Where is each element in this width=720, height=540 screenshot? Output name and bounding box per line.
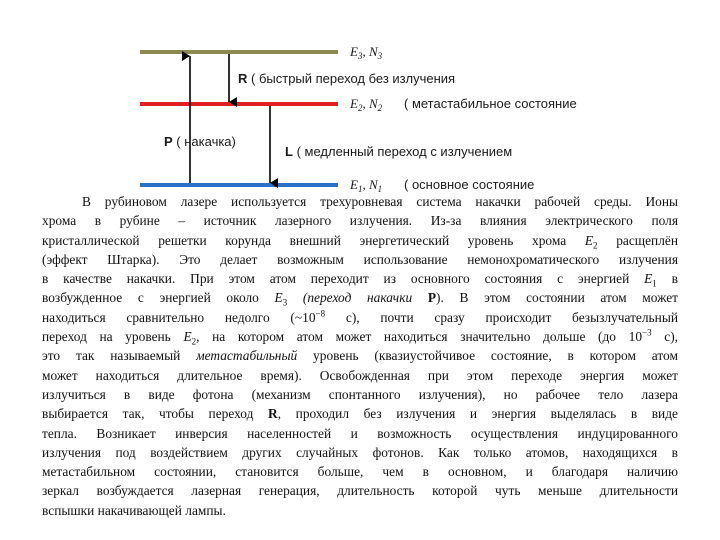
transition-p-label: P ( накачка) [164,134,236,149]
level-e1-description: ( основное состояние [404,177,535,192]
level-e2-description: ( метастабильное состояние [404,96,577,111]
transition-r-label: R ( быстрый переход без излучения [238,71,456,86]
text-line: хрома в рубине – источник лазерного излучения. Из-за влияния электрического поля [42,213,678,229]
level-e1-label: $E_1$, $N_1$ [350,177,383,194]
body-paragraph [42,192,678,520]
text-line: излучения под воздействием других случайных фотонов. Как только атомов, находящихся в [42,444,678,460]
text-line: тепла. Возникает инверсия населенностей и возможность осуществления индуцированного [42,425,678,441]
text-line: это так называемый метастабильный уровень (квазиустойчивое состояние, в котором атом [42,348,678,364]
level-e2-label: $E_2$, $N_2$ [350,96,383,113]
text-line: вспышки накачивающей лампы. [42,502,226,518]
text-line: переход на уровень $E_2$, на котором атом может находиться значительно дольше (до $10^{-3}$ с), [42,327,679,347]
text-line: метастабильном состоянии, становится больше, чем в основном, и благодаря наличию [42,464,678,480]
energy-level-diagram [0,0,720,200]
text-line: находиться сравнительно недолго ($\sim 10^{-8}$ с), почти сразу происходит безызлучательный [42,308,678,325]
text-line: возбужденное с энергией около $E_3$ (переход накачки P). В этом состоянии атом может [42,290,678,309]
text-line: кристаллической решетки корунда внешний энергетический уровень хрома $E_2$ расщеплён [42,232,678,251]
text-line: может находиться длительное время). Освобожденная при этом переходе энергия может [42,367,678,383]
transition-l-label: L ( медленный переход с излучением [285,144,513,159]
level-e3-label: $E_3$, $N_3$ [350,44,383,61]
text-line: излучиться в виде фотона (механизм спонтанного излучения), но рабочее тело лазера [42,386,678,402]
text-line: в качестве накачки. При этом атом переходит из основного состояния с энергией $E_1$ в [42,271,678,289]
text-line: выбирается так, чтобы переход R, проходил без излучения и энергия выделялась в виде [42,406,678,422]
text-line: (эффект Штарка). Это делает возможным использование немонохроматического излучения [42,251,678,267]
text-line: зеркал возбуждается лазерная генерация, длительность которой чуть меньше длительности [42,483,678,499]
text-line: В рубиновом лазере используется трехуровневая система накачки рабочей среды. Ионы [82,194,678,209]
